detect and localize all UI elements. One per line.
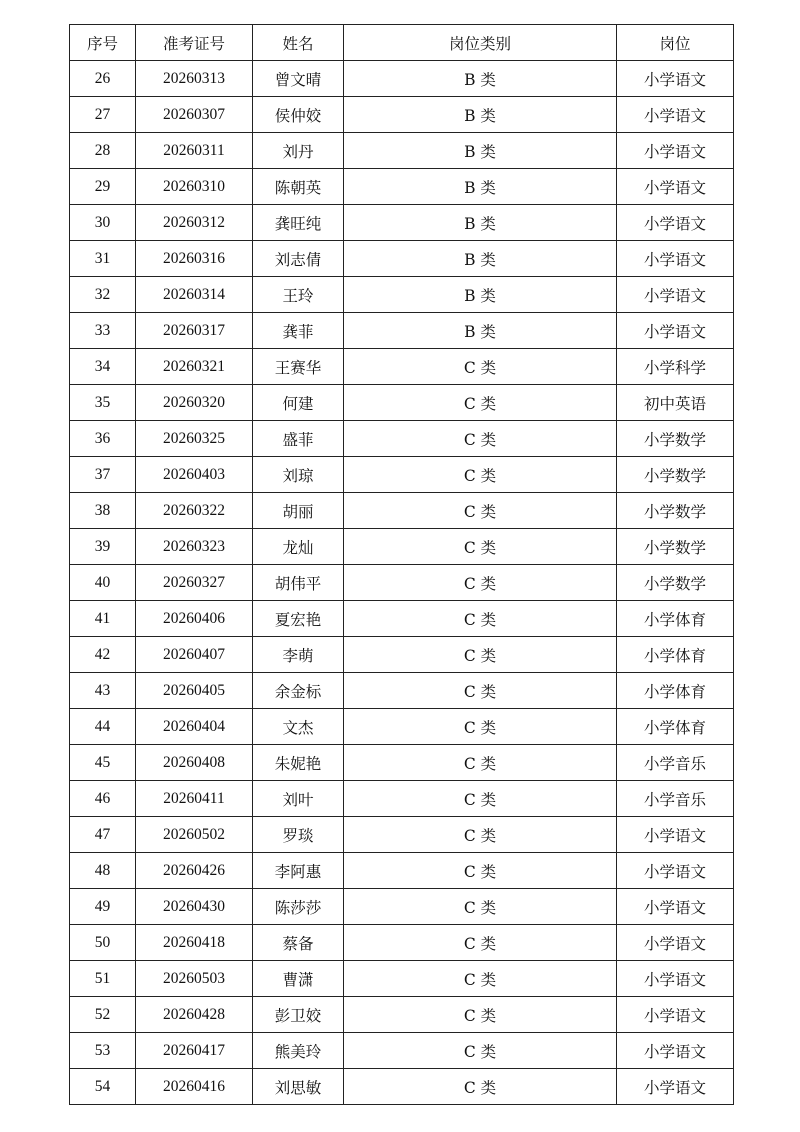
cell-ticket: 20260317 [136,313,253,349]
cell-name: 陈朝英 [253,169,344,205]
cell-name: 刘思敏 [253,1069,344,1105]
cell-post: 小学音乐 [617,781,734,817]
cell-ticket: 20260406 [136,601,253,637]
cell-post: 小学体育 [617,601,734,637]
cell-no: 40 [70,565,136,601]
cell-name: 刘琼 [253,457,344,493]
cell-category: C 类 [344,1033,617,1069]
cell-category: C 类 [344,673,617,709]
cell-post: 小学语文 [617,961,734,997]
table-row [70,925,734,961]
cell-post: 小学语文 [617,277,734,313]
cell-no: 48 [70,853,136,889]
cell-ticket: 20260411 [136,781,253,817]
header-ticket: 准考证号 [136,25,253,61]
cell-name: 龙灿 [253,529,344,565]
table-row [70,709,734,745]
cell-ticket: 20260313 [136,61,253,97]
cell-category: C 类 [344,457,617,493]
cell-ticket: 20260312 [136,205,253,241]
cell-name: 刘志倩 [253,241,344,277]
cell-name: 龚旺纯 [253,205,344,241]
cell-no: 45 [70,745,136,781]
cell-post: 小学语文 [617,997,734,1033]
cell-no: 30 [70,205,136,241]
cell-no: 51 [70,961,136,997]
table-row [70,277,734,313]
table-row [70,133,734,169]
table-row [70,781,734,817]
table-row [70,961,734,997]
cell-name: 刘叶 [253,781,344,817]
cell-name: 曹潇 [253,961,344,997]
cell-category: C 类 [344,1069,617,1105]
cell-ticket: 20260316 [136,241,253,277]
cell-no: 36 [70,421,136,457]
cell-ticket: 20260417 [136,1033,253,1069]
header-name: 姓名 [253,25,344,61]
table-row [70,673,734,709]
cell-ticket: 20260322 [136,493,253,529]
cell-no: 46 [70,781,136,817]
cell-name: 刘丹 [253,133,344,169]
cell-no: 38 [70,493,136,529]
table-row [70,385,734,421]
cell-category: C 类 [344,493,617,529]
table-row [70,205,734,241]
cell-post: 小学数学 [617,493,734,529]
cell-name: 蔡备 [253,925,344,961]
table-row [70,529,734,565]
header-post: 岗位 [617,25,734,61]
cell-ticket: 20260327 [136,565,253,601]
cell-category: C 类 [344,745,617,781]
cell-ticket: 20260310 [136,169,253,205]
cell-no: 53 [70,1033,136,1069]
results-table [69,24,734,1105]
table-row [70,889,734,925]
cell-category: B 类 [344,61,617,97]
cell-name: 何建 [253,385,344,421]
cell-category: B 类 [344,277,617,313]
cell-ticket: 20260418 [136,925,253,961]
cell-ticket: 20260502 [136,817,253,853]
cell-name: 李萌 [253,637,344,673]
table-row [70,421,734,457]
cell-post: 小学语文 [617,1033,734,1069]
cell-post: 小学语文 [617,853,734,889]
cell-category: C 类 [344,349,617,385]
cell-ticket: 20260314 [136,277,253,313]
cell-no: 54 [70,1069,136,1105]
cell-post: 小学数学 [617,421,734,457]
cell-no: 47 [70,817,136,853]
cell-name: 朱妮艳 [253,745,344,781]
cell-post: 小学音乐 [617,745,734,781]
cell-category: B 类 [344,313,617,349]
table-row [70,817,734,853]
header-row [70,25,734,61]
table-body [70,61,734,1105]
cell-ticket: 20260311 [136,133,253,169]
cell-name: 陈莎莎 [253,889,344,925]
cell-post: 小学语文 [617,61,734,97]
cell-ticket: 20260325 [136,421,253,457]
cell-post: 小学语文 [617,169,734,205]
table-row [70,169,734,205]
table-row [70,745,734,781]
cell-no: 35 [70,385,136,421]
cell-category: B 类 [344,97,617,133]
cell-post: 小学数学 [617,529,734,565]
table-row [70,493,734,529]
cell-no: 39 [70,529,136,565]
cell-no: 43 [70,673,136,709]
cell-no: 41 [70,601,136,637]
table-row [70,349,734,385]
table-row [70,853,734,889]
cell-no: 26 [70,61,136,97]
cell-name: 彭卫姣 [253,997,344,1033]
cell-category: C 类 [344,637,617,673]
cell-name: 侯仲姣 [253,97,344,133]
header-category: 岗位类别 [344,25,617,61]
cell-post: 小学语文 [617,133,734,169]
cell-name: 文杰 [253,709,344,745]
cell-ticket: 20260404 [136,709,253,745]
cell-no: 42 [70,637,136,673]
table-row [70,565,734,601]
cell-category: C 类 [344,601,617,637]
cell-no: 37 [70,457,136,493]
cell-category: B 类 [344,241,617,277]
table-row [70,241,734,277]
cell-category: C 类 [344,853,617,889]
cell-category: C 类 [344,889,617,925]
cell-ticket: 20260428 [136,997,253,1033]
cell-name: 夏宏艳 [253,601,344,637]
cell-name: 熊美玲 [253,1033,344,1069]
cell-category: B 类 [344,133,617,169]
cell-category: C 类 [344,961,617,997]
cell-ticket: 20260321 [136,349,253,385]
cell-post: 小学语文 [617,925,734,961]
cell-post: 小学语文 [617,817,734,853]
cell-name: 龚菲 [253,313,344,349]
cell-post: 小学语文 [617,205,734,241]
cell-no: 33 [70,313,136,349]
cell-category: B 类 [344,169,617,205]
table-row [70,637,734,673]
cell-post: 小学语文 [617,97,734,133]
cell-category: C 类 [344,565,617,601]
cell-ticket: 20260407 [136,637,253,673]
table-header [70,25,734,61]
cell-category: C 类 [344,997,617,1033]
cell-no: 27 [70,97,136,133]
cell-name: 曾文晴 [253,61,344,97]
cell-ticket: 20260307 [136,97,253,133]
cell-no: 34 [70,349,136,385]
cell-name: 李阿惠 [253,853,344,889]
cell-no: 50 [70,925,136,961]
cell-category: C 类 [344,421,617,457]
cell-post: 小学体育 [617,637,734,673]
cell-name: 胡伟平 [253,565,344,601]
cell-ticket: 20260426 [136,853,253,889]
cell-post: 小学语文 [617,889,734,925]
cell-post: 小学科学 [617,349,734,385]
cell-name: 盛菲 [253,421,344,457]
cell-post: 初中英语 [617,385,734,421]
cell-name: 余金标 [253,673,344,709]
cell-no: 49 [70,889,136,925]
cell-post: 小学数学 [617,457,734,493]
table-row [70,1033,734,1069]
cell-category: C 类 [344,925,617,961]
table-row [70,313,734,349]
cell-ticket: 20260405 [136,673,253,709]
cell-post: 小学语文 [617,313,734,349]
cell-category: B 类 [344,205,617,241]
cell-no: 44 [70,709,136,745]
table-row [70,997,734,1033]
cell-no: 31 [70,241,136,277]
cell-category: C 类 [344,385,617,421]
cell-name: 王赛华 [253,349,344,385]
table-row [70,457,734,493]
table-row [70,601,734,637]
cell-ticket: 20260403 [136,457,253,493]
cell-category: C 类 [344,817,617,853]
cell-ticket: 20260430 [136,889,253,925]
cell-ticket: 20260323 [136,529,253,565]
cell-post: 小学语文 [617,241,734,277]
cell-name: 王玲 [253,277,344,313]
cell-post: 小学体育 [617,673,734,709]
cell-category: C 类 [344,709,617,745]
cell-post: 小学体育 [617,709,734,745]
header-no: 序号 [70,25,136,61]
cell-no: 32 [70,277,136,313]
cell-ticket: 20260320 [136,385,253,421]
cell-category: C 类 [344,781,617,817]
cell-ticket: 20260503 [136,961,253,997]
cell-ticket: 20260416 [136,1069,253,1105]
cell-ticket: 20260408 [136,745,253,781]
cell-no: 28 [70,133,136,169]
cell-no: 29 [70,169,136,205]
cell-no: 52 [70,997,136,1033]
cell-post: 小学语文 [617,1069,734,1105]
cell-post: 小学数学 [617,565,734,601]
cell-name: 罗琰 [253,817,344,853]
table-row [70,1069,734,1105]
table-row [70,61,734,97]
cell-category: C 类 [344,529,617,565]
cell-name: 胡丽 [253,493,344,529]
table-row [70,97,734,133]
